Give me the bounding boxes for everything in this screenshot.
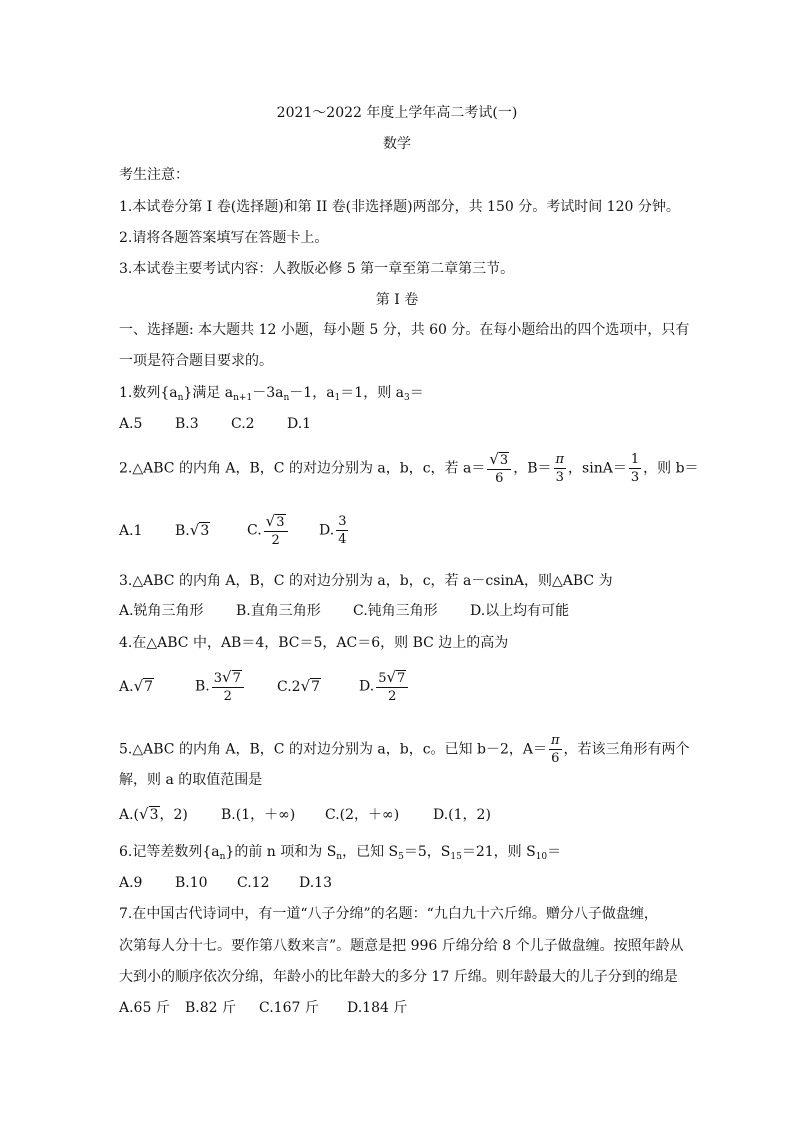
question-2-options — [119, 514, 350, 547]
q2-option-d: D. $\frac{3}{4}$ — [319, 514, 347, 547]
question-6: 6.记等差数列$\{a_n\}$的前 n 项和为 $S_n$，已知 $S_5=5$，$S_{15}=21$，则 $S_{10}=$ — [119, 844, 562, 862]
q3-option-a: A.锐角三角形 — [119, 603, 204, 619]
q5-option-d: D.(1，2) — [433, 807, 491, 823]
q6-option-c: C.12 — [237, 875, 270, 891]
fraction-sqrt3-over-6: $\frac{√3}{6}$ — [487, 452, 511, 485]
q3-option-c: C.钝角三角形 — [353, 603, 438, 619]
volume-title: 第 I 卷 — [375, 292, 419, 308]
question-3-options — [119, 602, 569, 620]
q7-option-b: B.82 斤 — [185, 1000, 237, 1016]
question-3: 3.△ABC 的内角 A，B，C 的对边分别为 a，b，c，若 a－csinA，则△ABC 为 — [119, 573, 613, 589]
question-5: 5.△ABC 的内角 A，B，C 的对边分别为 a，b，c。已知 b－2，A＝ $\frac{\pi}{6}$ ，若该三角形有两个 — [119, 733, 690, 766]
q4-option-d: D. $\frac{5√7}{2}$ — [359, 670, 410, 703]
q3-option-d: D.以上均有可能 — [470, 603, 570, 619]
q4-option-a: A.√7 — [119, 676, 154, 695]
q1-option-a: A.5 — [119, 416, 143, 432]
question-6-options — [119, 874, 332, 892]
question-7-line-3: 大到小的顺序依次分绵，年龄小的比年龄大的多分 17 斤绵。则年龄最大的儿子分到的绵是 — [119, 969, 678, 985]
q7-option-a: A.65 斤 — [119, 1000, 170, 1016]
q6-option-b: B.10 — [175, 875, 208, 891]
question-4: 4.在△ABC 中，AB＝4，BC＝5，AC＝6，则 BC 边上的高为 — [119, 635, 509, 651]
section-intro-line-2: 一项是符合题目要求的。 — [119, 353, 273, 369]
q4-option-b: B. $\frac{3√7}{2}$ — [195, 670, 277, 703]
q5-option-a: A.(√3，2) — [119, 805, 188, 823]
notice-1: 1.本试卷分第 I 卷(选择题)和第 II 卷(非选择题)两部分，共 150 分。考试时间 120 分钟。 — [119, 199, 680, 215]
section-intro-line-1: 一、选择题: 本大题共 12 小题，每小题 5 分，共 60 分。在每小题给出的四个选项中，只有 — [119, 322, 690, 338]
fraction-1-over-3: $\frac{1}{3}$ — [630, 452, 640, 485]
question-5-line-2: 解，则 a 的取值范围是 — [119, 772, 263, 788]
fraction-pi-over-3: $\frac{\pi}{3}$ — [555, 452, 565, 485]
q1-option-b: B.3 — [175, 416, 199, 432]
q5-option-b: B.(1，＋∞) — [221, 807, 296, 823]
fraction-pi-over-6: $\frac{\pi}{6}$ — [550, 733, 560, 766]
q1-option-d: D.1 — [287, 416, 312, 432]
q7-option-d: D.184 斤 — [347, 1000, 408, 1016]
q2-option-b: B.√3 — [175, 520, 210, 539]
q2-option-a: A.1 — [119, 522, 143, 539]
q3-option-b: B.直角三角形 — [236, 603, 321, 619]
question-2: 2.△ABC 的内角 A，B，C 的对边分别为 a，b，c，若 a＝ $\frac{√3}{6}$ ，B＝ $\frac{\pi}{3}$ ，sinA＝ $\frac{1}{3}$ ，则 b＝ — [119, 450, 699, 486]
subject-title: 数学 — [383, 136, 411, 152]
q2-option-c: C. $\frac{√3}{2}$ — [247, 514, 319, 547]
q7-option-c: C.167 斤 — [259, 1000, 319, 1016]
notice-3: 3.本试卷主要考试内容：人教版必修 5 第一章至第二章第三节。 — [119, 261, 515, 277]
notice-2: 2.请将各题答案填写在答题卡上。 — [119, 230, 329, 246]
q6-option-a: A.9 — [119, 875, 143, 891]
question-7-options — [119, 999, 407, 1017]
question-7-line-2: 次第每人分十七。要作第八数来言”。题意是把 996 斤绵分给 8 个儿子做盘缠。按照年龄从 — [119, 938, 684, 954]
q4-option-c: C.2√7 — [277, 676, 321, 695]
question-4-options — [119, 670, 410, 703]
q5-option-c: C.(2，＋∞) — [325, 807, 400, 823]
question-1-options — [119, 415, 311, 433]
question-1: 1.数列$\{a_n\}$满足 $a_{n+1}-3a_n-1$，$a_1=1$，则 $a_3=$ — [119, 385, 424, 403]
q1-option-c: C.2 — [231, 416, 255, 432]
exam-title: 2021～2022 年度上学年高二考试(一) — [276, 105, 518, 121]
question-7-line-1: 7.在中国古代诗词中，有一道“八子分绵”的名题：“九白九十六斤绵。赠分八子做盘缠， — [119, 906, 658, 922]
q6-option-d: D.13 — [299, 875, 332, 891]
notice-heading: 考生注意： — [119, 167, 189, 183]
question-5-options — [119, 805, 491, 824]
